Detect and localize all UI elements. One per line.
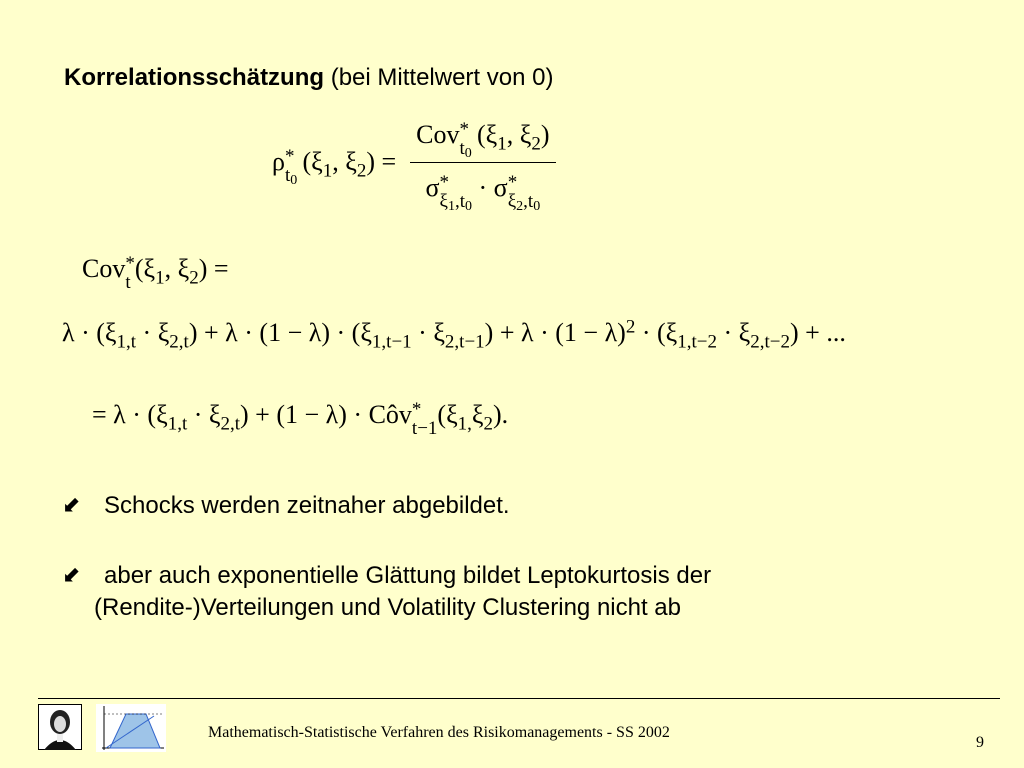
slide-heading bbox=[64, 64, 553, 92]
page-number: 9 bbox=[976, 734, 984, 751]
footer-divider bbox=[38, 698, 1000, 699]
diagonal-arrow-icon: ⬋ bbox=[62, 493, 81, 518]
bullet-text: Schocks werden zeitnaher abgebildet. bbox=[104, 492, 510, 519]
goethe-portrait-logo bbox=[38, 704, 82, 750]
correlation-fraction: Cov * $t_0$ ($\xi_1$, $\xi_2$) σ * $\xi_1,t_0$ · σ * $\xi_2,t_0$ bbox=[410, 118, 555, 209]
bullet-item bbox=[62, 490, 510, 522]
bullet-item bbox=[62, 560, 711, 624]
heading-normal: (bei Mittelwert von 0) bbox=[330, 64, 554, 91]
formula-correlation: ρ * $t_0$ ($\xi_1$, $\xi_2$) = Cov * $t_0$ ($\xi_1$, $\xi_2$) σ * $\xi_1,t_0$ · σ * $\xi_2,t_0$ bbox=[272, 118, 556, 209]
bullet-text-line2: (Rendite-)Verteilungen und Volatility Clustering nicht ab bbox=[94, 594, 682, 621]
bullet-text-line1: aber auch exponentielle Glättung bildet Leptokurtosis der bbox=[104, 562, 712, 589]
diagonal-arrow-icon: ⬋ bbox=[62, 563, 81, 588]
formula-recursion: = $\lambda \cdot (\xi_{1,t} \cdot \xi_{2,t}) + (1 - \lambda)$ · Côv * t−1 $(\xi_{1,}\xi_2)$. bbox=[92, 399, 509, 439]
footer-text: Mathematisch-Statistische Verfahren des Risikomanagements - SS 2002 bbox=[208, 724, 670, 741]
chart-logo bbox=[96, 704, 166, 752]
fraction-denominator: σ * $\xi_1,t_0$ · σ * $\xi_2,t_0$ bbox=[425, 172, 541, 214]
formula-expansion: $\lambda \cdot (\xi_{1,t} \cdot \xi_{2,t}) + \lambda \cdot (1 - \lambda) \cdot (\xi_{1,t-1} \cdot \xi_{2,t-1}) + \lambda \cdot (1 - \lambda)^2 \cdot (\xi_{1,t-2} \cdot \xi_{2,t-2})$ + ... bbox=[62, 316, 846, 353]
formula-covariance-def: Cov * t ($\xi_1$, $\xi_2$) = bbox=[82, 253, 229, 293]
heading-bold: Korrelationsschätzung bbox=[64, 64, 325, 91]
